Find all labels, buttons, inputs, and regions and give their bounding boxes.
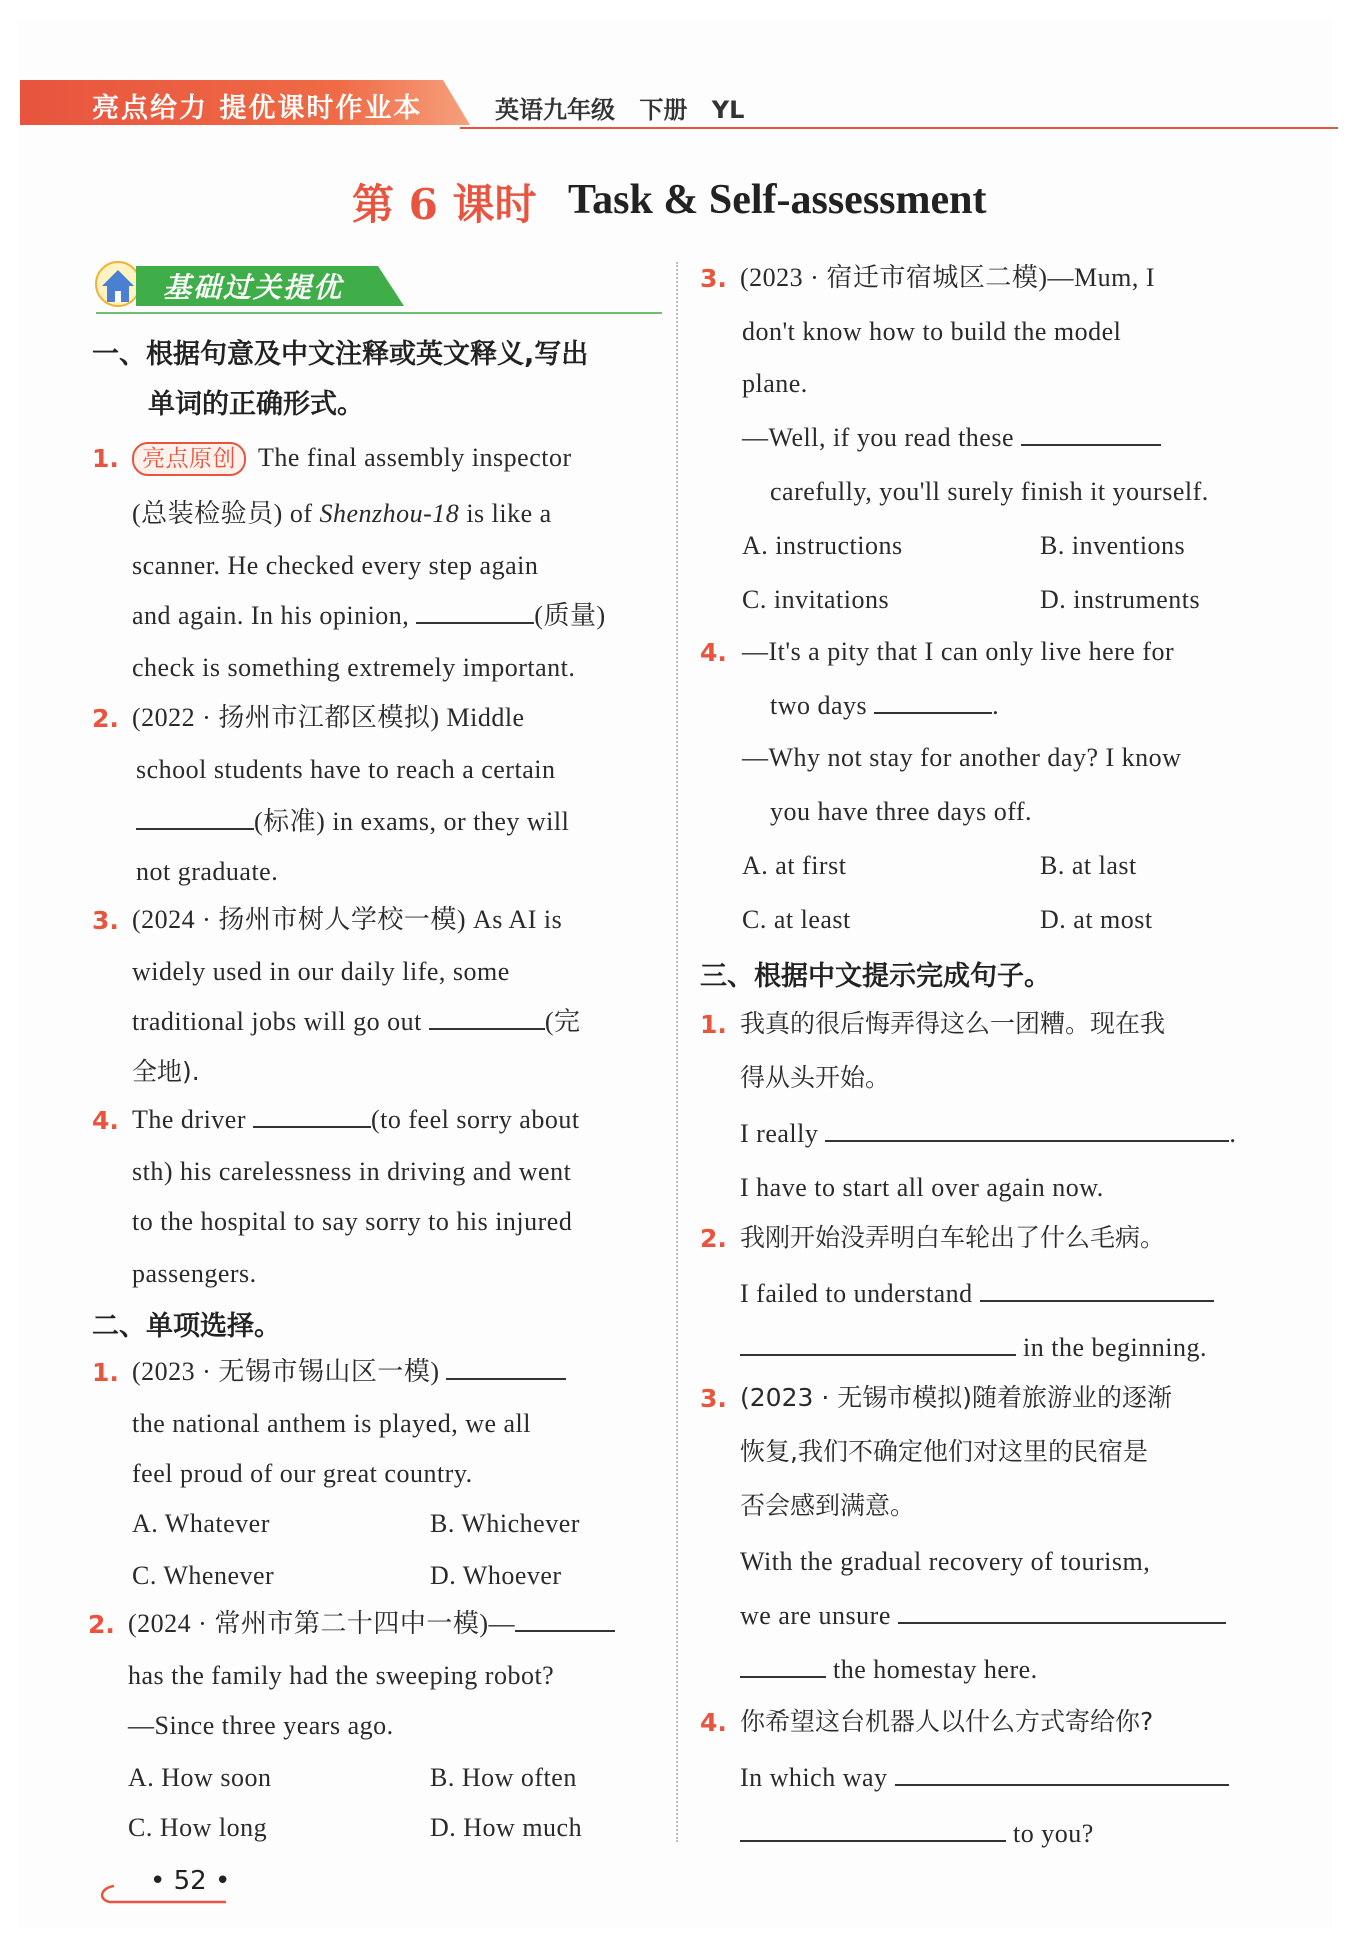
- question-2-line-1: (2022 · 扬州市江都区模拟) Middle: [132, 703, 525, 732]
- answer-blank[interactable]: [740, 1652, 826, 1678]
- question-number: 4.: [92, 1106, 119, 1135]
- translate-1-line-2: 得从头开始。: [740, 1063, 891, 1092]
- mc-4-line-1: —It's a pity that I can only live here for: [742, 637, 1175, 666]
- question-number: 1.: [700, 1010, 727, 1039]
- question-3-line-2: widely used in our daily life, some: [132, 957, 510, 986]
- answer-blank[interactable]: [874, 688, 992, 714]
- mc-4-line-2: two days .: [770, 688, 999, 724]
- question-number: 4.: [700, 638, 727, 667]
- question-number: 3.: [92, 906, 119, 935]
- answer-blank[interactable]: [515, 1606, 615, 1632]
- mc-4-line-3: —Why not stay for another day? I know: [742, 743, 1182, 772]
- translate-2-line-2: I failed to understand: [740, 1276, 1214, 1312]
- option-d[interactable]: D. instruments: [1040, 585, 1201, 614]
- question-4-line-1: The driver (to feel sorry about: [132, 1102, 580, 1138]
- column-divider: [676, 262, 678, 1842]
- translate-4-line-1: 你希望这台机器人以什么方式寄给你?: [740, 1707, 1154, 1736]
- mc-3-line-4: —Well, if you read these: [742, 420, 1161, 456]
- option-c[interactable]: C. How long: [128, 1813, 268, 1842]
- question-1-line-3: scanner. He checked every step again: [132, 551, 539, 580]
- series-title: 亮点给力 提优课时作业本: [92, 93, 423, 124]
- mc-1-line-2: the national anthem is played, we all: [132, 1409, 531, 1438]
- question-number: 2.: [92, 704, 119, 733]
- mc-3-line-1: (2023 · 宿迁市宿城区二模)—Mum, I: [740, 263, 1155, 292]
- mc-4-line-4: you have three days off.: [770, 797, 1033, 826]
- option-a[interactable]: A. How soon: [128, 1763, 272, 1792]
- translate-1-line-4: I have to start all over again now.: [740, 1173, 1104, 1202]
- mc-2-line-1: (2024 · 常州市第二十四中一模)—: [128, 1606, 615, 1642]
- question-2-line-4: not graduate.: [136, 857, 279, 886]
- question-1-line-5: check is something extremely important.: [132, 653, 576, 682]
- section-2-heading: 二、单项选择。: [92, 1311, 281, 1342]
- option-b[interactable]: B. at last: [1040, 851, 1137, 880]
- mc-3-line-5: carefully, you'll surely finish it yourself.: [770, 477, 1209, 506]
- answer-blank[interactable]: [980, 1276, 1214, 1302]
- translate-3-line-4: With the gradual recovery of tourism,: [740, 1547, 1151, 1576]
- answer-blank[interactable]: [429, 1004, 545, 1030]
- question-1-line-2: (总装检验员) of Shenzhou-18 is like a: [132, 499, 552, 528]
- book-info: 英语九年级 下册 YL: [495, 96, 745, 124]
- question-4-line-4: passengers.: [132, 1259, 257, 1288]
- lesson-number: 第 6 课时: [352, 180, 537, 229]
- question-number: 1.: [92, 1358, 119, 1387]
- header-rule: [460, 127, 1338, 129]
- answer-blank[interactable]: [136, 804, 254, 830]
- question-3-line-1: (2024 · 扬州市树人学校一模) As AI is: [132, 905, 563, 934]
- translate-1-line-3: I really .: [740, 1116, 1236, 1152]
- question-1-line-1: 亮点原创 The final assembly inspector: [132, 440, 572, 476]
- translate-2-line-1: 我刚开始没弄明白车轮出了什么毛病。: [740, 1223, 1166, 1252]
- answer-blank[interactable]: [825, 1116, 1229, 1142]
- translate-3-line-5: we are unsure: [740, 1598, 1226, 1634]
- option-a[interactable]: A. Whatever: [132, 1509, 270, 1538]
- question-3-line-3: traditional jobs will go out (完: [132, 1004, 581, 1040]
- answer-blank[interactable]: [1021, 420, 1161, 446]
- translate-4-line-2: In which way: [740, 1760, 1229, 1796]
- option-b[interactable]: B. How often: [430, 1763, 577, 1792]
- translate-2-line-3: in the beginning.: [740, 1330, 1207, 1366]
- mc-3-line-3: plane.: [742, 369, 808, 398]
- translate-4-line-3: to you?: [740, 1816, 1094, 1852]
- question-2-line-3: (标准) in exams, or they will: [136, 804, 569, 840]
- translate-3-line-1: (2023 · 无锡市模拟)随着旅游业的逐渐: [740, 1383, 1172, 1412]
- option-c[interactable]: C. invitations: [742, 585, 890, 614]
- mc-1-line-3: feel proud of our great country.: [132, 1459, 473, 1488]
- original-tag: 亮点原创: [132, 442, 246, 476]
- answer-blank[interactable]: [895, 1760, 1229, 1786]
- badge-underline: [96, 312, 662, 314]
- translate-3-line-2: 恢复,我们不确定他们对这里的民宿是: [740, 1437, 1148, 1466]
- option-a[interactable]: A. instructions: [742, 531, 903, 560]
- translate-3-line-3: 否会感到满意。: [740, 1491, 916, 1520]
- option-a[interactable]: A. at first: [742, 851, 847, 880]
- answer-blank[interactable]: [898, 1598, 1226, 1624]
- question-number: 3.: [700, 1384, 727, 1413]
- question-2-line-2: school students have to reach a certain: [136, 755, 556, 784]
- answer-blank[interactable]: [740, 1816, 1006, 1842]
- lesson-title: Task & Self-assessment: [568, 177, 987, 223]
- option-b[interactable]: B. inventions: [1040, 531, 1186, 560]
- option-b[interactable]: B. Whichever: [430, 1509, 580, 1538]
- mc-2-line-2: has the family had the sweeping robot?: [128, 1661, 555, 1690]
- answer-blank[interactable]: [446, 1354, 566, 1380]
- answer-blank[interactable]: [740, 1330, 1016, 1356]
- mc-2-line-3: —Since three years ago.: [128, 1711, 394, 1740]
- page-number: • 52 •: [150, 1866, 231, 1896]
- mc-3-line-2: don't know how to build the model: [742, 317, 1122, 346]
- option-d[interactable]: D. How much: [430, 1813, 583, 1842]
- question-number: 3.: [700, 264, 727, 293]
- option-d[interactable]: D. Whoever: [430, 1561, 562, 1590]
- section-1-heading: 一、根据句意及中文注释或英文释义,写出: [92, 339, 589, 370]
- answer-blank[interactable]: [416, 598, 534, 624]
- question-3-line-4: 全地).: [132, 1057, 200, 1086]
- section-3-heading: 三、根据中文提示完成句子。: [700, 961, 1051, 992]
- question-4-line-2: sth) his carelessness in driving and went: [132, 1157, 572, 1186]
- question-number: 2.: [700, 1224, 727, 1253]
- mc-1-line-1: (2023 · 无锡市锡山区一模): [132, 1354, 566, 1390]
- house-icon: [96, 262, 140, 306]
- question-1-line-4: and again. In his opinion, (质量): [132, 598, 606, 634]
- translate-3-line-6: the homestay here.: [740, 1652, 1038, 1688]
- option-c[interactable]: C. Whenever: [132, 1561, 275, 1590]
- option-d[interactable]: D. at most: [1040, 905, 1153, 934]
- question-4-line-3: to the hospital to say sorry to his injured: [132, 1207, 573, 1236]
- question-number: 1.: [92, 444, 119, 473]
- translate-1-line-1: 我真的很后悔弄得这么一团糟。现在我: [740, 1009, 1166, 1038]
- option-c[interactable]: C. at least: [742, 905, 851, 934]
- section-1-heading-cont: 单词的正确形式。: [148, 389, 364, 420]
- answer-blank[interactable]: [253, 1102, 371, 1128]
- question-number: 2.: [88, 1610, 115, 1639]
- question-number: 4.: [700, 1708, 727, 1737]
- badge-label: 基础过关提优: [163, 271, 344, 304]
